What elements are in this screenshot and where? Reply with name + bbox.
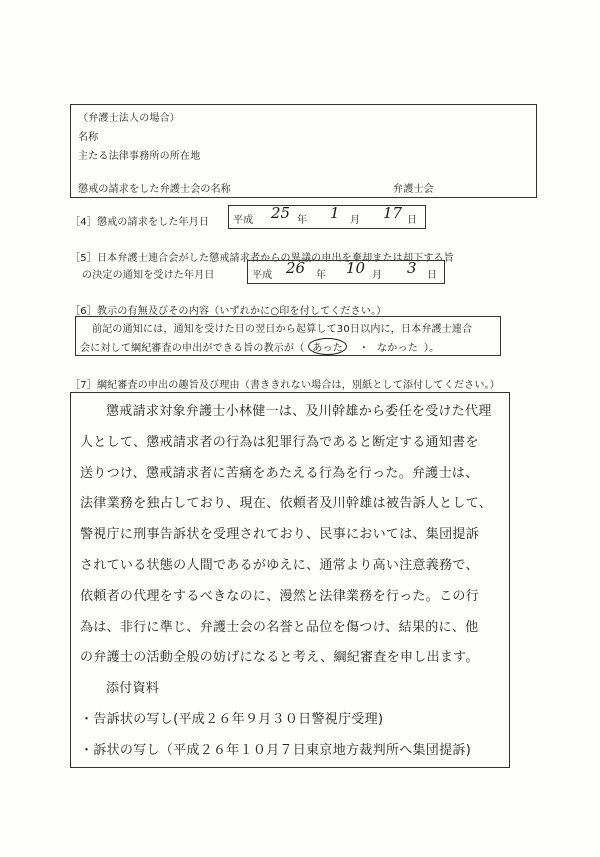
sec4-month-unit: 月 (350, 215, 361, 226)
sec7-body-line: 懲戒請求対象弁護士小林健一は、及川幹雄から委任を受けた代理 (106, 404, 492, 419)
sec4-label: ［4］懲戒の請求をした年月日 (70, 217, 210, 228)
sec7-label: ［7］綱紀審査の申出の趣旨及び理由（書ききれない場合は，別紙として添付してください。） (70, 380, 500, 391)
bar-association-suffix: 弁護士会 (393, 184, 434, 195)
attachment-item: ・告訴状の写し(平成２６年９月３０日警視庁受理) (80, 711, 384, 727)
sec7-body-line: 依頼者の代理をするべきなのに、漫然と法律業務を行った。この行 (80, 588, 480, 604)
sec5-month-unit: 月 (372, 270, 383, 281)
sec6-line2-prefix: 会に対して綱紀審査の申出ができる旨の教示が（ (80, 343, 305, 354)
sec7-body-line: 警視庁に刑事告訴状を受理されており、民事においては、集団提訴 (80, 527, 480, 543)
sec5-day-unit: 日 (427, 270, 438, 281)
sec4-year-unit: 年 (297, 215, 308, 226)
option-yes-label: あった (312, 343, 343, 354)
bar-association-name-label: 懲戒の請求をした弁護士会の名称 (78, 184, 231, 195)
sec4-day-value: 17 (383, 204, 403, 222)
sec5-day-value: 3 (407, 259, 417, 277)
option-no-label: なかった (377, 343, 418, 354)
sec7-body-line: されている状態の人間であるがゆえに、通常より高い注意義務で、 (80, 557, 479, 573)
sec5-month-value: 10 (346, 259, 366, 277)
sec6-label: ［6］教示の有無及びその内容（いずれかに○印を付してください。） (70, 306, 387, 317)
attachments-heading: 添付資料 (106, 681, 160, 697)
option-separator: ・ (358, 343, 370, 354)
sec6-line1: 前記の通知には，通知を受けた日の翌日から起算して30日以内に，日本弁護士連合 (92, 324, 473, 335)
sec5-label-line2: の決定の通知を受けた年月日 (82, 270, 215, 281)
sec7-body-line: の弁護士の活動全般の妨げになると考え、綱紀審査を申し出ます。 (80, 650, 479, 666)
sec4-era: 平成 (233, 215, 254, 226)
sec7-body-line: 人として、懲戒請求者の行為は犯罪行為であると断定する通知書を (80, 434, 479, 450)
option-yes-circled (308, 338, 347, 355)
sec6-line2 (80, 338, 439, 355)
attachment-item: ・訴状の写し（平成２６年１０月７日東京地方裁判所へ集団提訴) (80, 742, 472, 758)
sec4-month-value: 1 (330, 204, 340, 222)
corporation-name-label: 名称 (78, 132, 99, 143)
sec7-body-line: 為は、非行に準じ、弁護士会の名誉と品位を傷つけ、結果的に、他 (80, 619, 479, 635)
principal-office-label: 主たる法律事務所の所在地 (78, 151, 201, 162)
sec4-day-unit: 日 (407, 215, 418, 226)
sec7-body (80, 397, 505, 767)
sec7-body-line: 法律業務を独占しており、現在、依頼者及川幹雄は被告訴人として、 (80, 496, 493, 512)
sec5-year-value: 26 (286, 259, 306, 277)
sec5-era: 平成 (252, 270, 273, 281)
corporation-header: （弁護士法人の場合） (78, 113, 180, 124)
sec6-line2-suffix: ）。 (423, 343, 440, 354)
sec5-label-line1: ［5］日本弁護士連合会がした懲戒請求者からの異議の申出を棄却または却下する旨 (70, 253, 454, 264)
sec5-year-unit: 年 (316, 270, 327, 281)
sec7-body-line: 送りつけ、懲戒請求者に苦痛をあたえる行為を行った。弁護士は、 (80, 465, 479, 481)
sec4-year-value: 25 (271, 204, 291, 222)
